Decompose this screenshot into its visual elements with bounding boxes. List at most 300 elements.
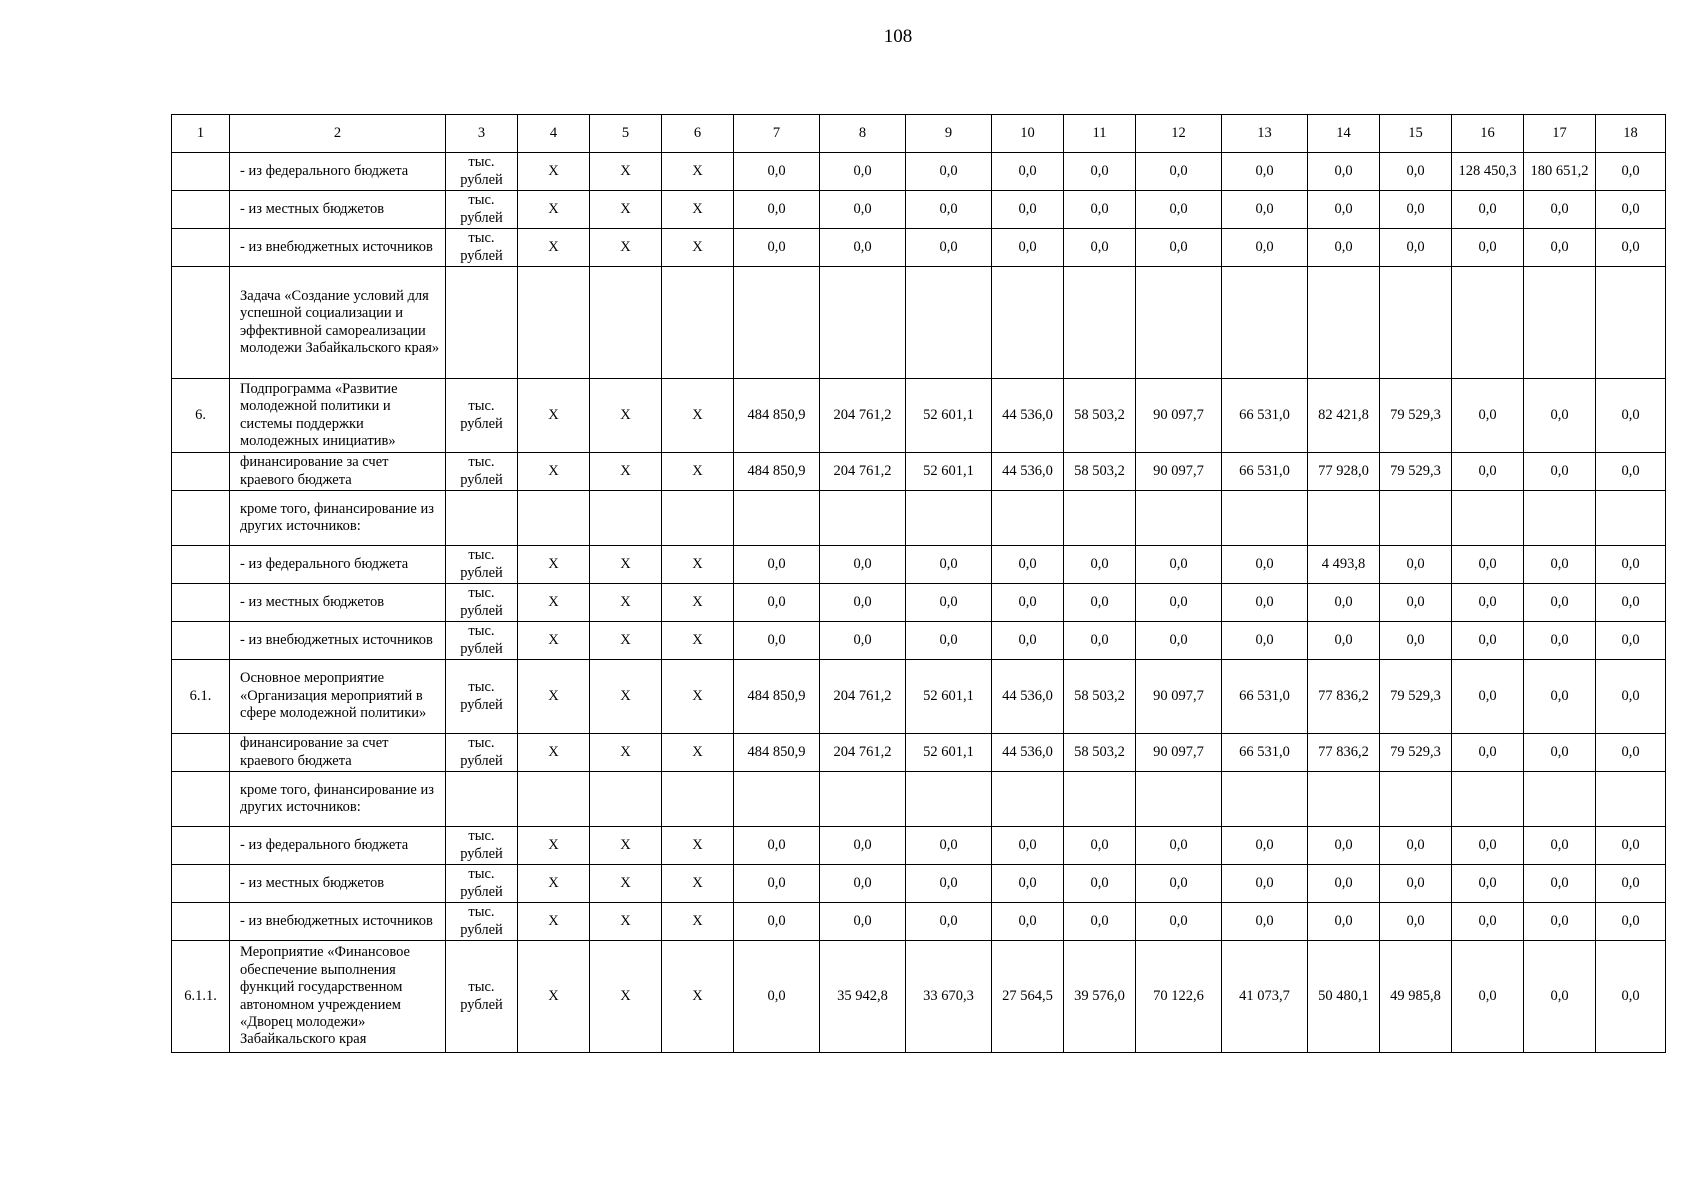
value-cell: X: [518, 191, 590, 229]
value-cell: 0,0: [1452, 827, 1524, 865]
value-cell: 0,0: [1222, 903, 1308, 941]
value-cell: [820, 491, 906, 546]
value-cell: 0,0: [1308, 827, 1380, 865]
value-cell: 180 651,2: [1524, 153, 1596, 191]
value-cell: 0,0: [1136, 191, 1222, 229]
value-cell: 33 670,3: [906, 941, 992, 1053]
value-cell: 0,0: [906, 827, 992, 865]
value-cell: 0,0: [1524, 903, 1596, 941]
row-number-cell: [172, 584, 230, 622]
column-header-10: 10: [992, 115, 1064, 153]
value-cell: 204 761,2: [820, 734, 906, 772]
value-cell: 484 850,9: [734, 453, 820, 491]
value-cell: 0,0: [820, 191, 906, 229]
value-cell: X: [590, 903, 662, 941]
value-cell: 0,0: [992, 622, 1064, 660]
value-cell: 27 564,5: [992, 941, 1064, 1053]
value-cell: X: [662, 453, 734, 491]
value-cell: X: [662, 153, 734, 191]
value-cell: X: [518, 660, 590, 734]
value-cell: 50 480,1: [1308, 941, 1380, 1053]
value-cell: X: [662, 546, 734, 584]
unit-cell: [446, 772, 518, 827]
value-cell: X: [590, 229, 662, 267]
unit-cell: тыс. рублей: [446, 622, 518, 660]
value-cell: 0,0: [992, 191, 1064, 229]
value-cell: 0,0: [1596, 734, 1666, 772]
value-cell: 0,0: [1596, 865, 1666, 903]
value-cell: 58 503,2: [1064, 379, 1136, 453]
value-cell: 0,0: [1064, 546, 1136, 584]
value-cell: 0,0: [1136, 546, 1222, 584]
value-cell: 0,0: [734, 865, 820, 903]
value-cell: 66 531,0: [1222, 734, 1308, 772]
value-cell: [662, 267, 734, 379]
column-header-12: 12: [1136, 115, 1222, 153]
value-cell: 44 536,0: [992, 453, 1064, 491]
value-cell: 90 097,7: [1136, 453, 1222, 491]
value-cell: [590, 772, 662, 827]
value-cell: 79 529,3: [1380, 379, 1452, 453]
value-cell: 0,0: [1452, 191, 1524, 229]
value-cell: X: [662, 379, 734, 453]
row-number-cell: [172, 827, 230, 865]
value-cell: X: [590, 622, 662, 660]
value-cell: [1064, 772, 1136, 827]
value-cell: [734, 267, 820, 379]
value-cell: 0,0: [992, 229, 1064, 267]
value-cell: 0,0: [820, 229, 906, 267]
row-number-cell: [172, 153, 230, 191]
value-cell: 0,0: [1452, 584, 1524, 622]
value-cell: [1222, 267, 1308, 379]
value-cell: 0,0: [1308, 153, 1380, 191]
row-number-cell: 6.1.1.: [172, 941, 230, 1053]
value-cell: [992, 491, 1064, 546]
value-cell: [1136, 491, 1222, 546]
value-cell: 0,0: [1524, 734, 1596, 772]
value-cell: 52 601,1: [906, 660, 992, 734]
value-cell: 204 761,2: [820, 660, 906, 734]
value-cell: 0,0: [906, 191, 992, 229]
value-cell: 44 536,0: [992, 734, 1064, 772]
table-row: [172, 660, 1666, 734]
table-body: [172, 115, 1666, 1053]
unit-cell: [446, 267, 518, 379]
value-cell: 0,0: [1380, 827, 1452, 865]
value-cell: 0,0: [1596, 546, 1666, 584]
value-cell: 0,0: [1222, 546, 1308, 584]
value-cell: [518, 491, 590, 546]
value-cell: 0,0: [1452, 229, 1524, 267]
value-cell: 0,0: [1596, 453, 1666, 491]
value-cell: 52 601,1: [906, 734, 992, 772]
value-cell: X: [662, 903, 734, 941]
value-cell: 0,0: [906, 153, 992, 191]
column-header-15: 15: [1380, 115, 1452, 153]
value-cell: X: [590, 734, 662, 772]
column-header-5: 5: [590, 115, 662, 153]
row-number-cell: [172, 267, 230, 379]
value-cell: 0,0: [1308, 229, 1380, 267]
value-cell: 0,0: [1596, 584, 1666, 622]
value-cell: X: [518, 229, 590, 267]
value-cell: 0,0: [1136, 827, 1222, 865]
unit-cell: тыс. рублей: [446, 153, 518, 191]
value-cell: [1380, 267, 1452, 379]
value-cell: 52 601,1: [906, 379, 992, 453]
table-row: [172, 379, 1666, 453]
value-cell: 0,0: [906, 546, 992, 584]
value-cell: X: [590, 191, 662, 229]
value-cell: 0,0: [1524, 453, 1596, 491]
value-cell: [1222, 772, 1308, 827]
row-name-cell: финансирование за счет краевого бюджета: [230, 734, 446, 772]
value-cell: X: [662, 734, 734, 772]
column-header-13: 13: [1222, 115, 1308, 153]
unit-cell: тыс. рублей: [446, 941, 518, 1053]
value-cell: 0,0: [1064, 622, 1136, 660]
unit-cell: тыс. рублей: [446, 584, 518, 622]
value-cell: [518, 267, 590, 379]
value-cell: 0,0: [1452, 865, 1524, 903]
value-cell: X: [662, 229, 734, 267]
unit-cell: тыс. рублей: [446, 453, 518, 491]
value-cell: 0,0: [734, 546, 820, 584]
value-cell: X: [590, 453, 662, 491]
table-row: [172, 546, 1666, 584]
value-cell: 44 536,0: [992, 379, 1064, 453]
value-cell: [820, 267, 906, 379]
value-cell: 0,0: [1524, 827, 1596, 865]
table-row: [172, 865, 1666, 903]
value-cell: 41 073,7: [1222, 941, 1308, 1053]
table-row: [172, 734, 1666, 772]
value-cell: [662, 491, 734, 546]
row-name-cell: Задача «Создание условий для успешной социализации и эффективной самореализации молодежи Забайкальского края»: [230, 267, 446, 379]
value-cell: 66 531,0: [1222, 379, 1308, 453]
row-number-cell: 6.1.: [172, 660, 230, 734]
row-name-cell: - из федерального бюджета: [230, 827, 446, 865]
row-name-cell: - из внебюджетных источников: [230, 903, 446, 941]
value-cell: X: [662, 584, 734, 622]
value-cell: 0,0: [1524, 229, 1596, 267]
value-cell: 0,0: [1596, 153, 1666, 191]
value-cell: 0,0: [1524, 622, 1596, 660]
value-cell: X: [518, 622, 590, 660]
value-cell: 0,0: [1136, 865, 1222, 903]
table-row: [172, 903, 1666, 941]
value-cell: 0,0: [820, 827, 906, 865]
value-cell: [906, 267, 992, 379]
value-cell: X: [590, 660, 662, 734]
table-row: [172, 191, 1666, 229]
value-cell: 484 850,9: [734, 379, 820, 453]
value-cell: 0,0: [1064, 827, 1136, 865]
value-cell: 0,0: [1596, 660, 1666, 734]
value-cell: 0,0: [734, 191, 820, 229]
value-cell: X: [590, 546, 662, 584]
value-cell: 82 421,8: [1308, 379, 1380, 453]
unit-cell: тыс. рублей: [446, 903, 518, 941]
value-cell: 58 503,2: [1064, 453, 1136, 491]
value-cell: 0,0: [1452, 546, 1524, 584]
page-number: 108: [883, 26, 913, 47]
row-name-cell: - из внебюджетных источников: [230, 622, 446, 660]
value-cell: 0,0: [734, 827, 820, 865]
value-cell: X: [662, 827, 734, 865]
value-cell: X: [590, 865, 662, 903]
value-cell: 0,0: [1064, 153, 1136, 191]
value-cell: 0,0: [1596, 229, 1666, 267]
row-number-cell: [172, 772, 230, 827]
value-cell: X: [590, 827, 662, 865]
value-cell: 0,0: [1222, 827, 1308, 865]
value-cell: [1136, 772, 1222, 827]
row-number-cell: 6.: [172, 379, 230, 453]
value-cell: [820, 772, 906, 827]
unit-cell: тыс. рублей: [446, 379, 518, 453]
value-cell: X: [662, 660, 734, 734]
value-cell: 0,0: [992, 153, 1064, 191]
value-cell: [992, 772, 1064, 827]
column-header-14: 14: [1308, 115, 1380, 153]
unit-cell: тыс. рублей: [446, 734, 518, 772]
value-cell: 90 097,7: [1136, 660, 1222, 734]
unit-cell: тыс. рублей: [446, 865, 518, 903]
value-cell: 0,0: [1452, 660, 1524, 734]
value-cell: 0,0: [1452, 453, 1524, 491]
value-cell: 79 529,3: [1380, 453, 1452, 491]
value-cell: 0,0: [734, 153, 820, 191]
value-cell: 0,0: [1308, 865, 1380, 903]
value-cell: 44 536,0: [992, 660, 1064, 734]
value-cell: 0,0: [1524, 584, 1596, 622]
value-cell: [906, 491, 992, 546]
value-cell: 66 531,0: [1222, 453, 1308, 491]
value-cell: 0,0: [906, 622, 992, 660]
value-cell: 0,0: [1064, 191, 1136, 229]
value-cell: 0,0: [1452, 379, 1524, 453]
unit-cell: тыс. рублей: [446, 546, 518, 584]
value-cell: 0,0: [1596, 379, 1666, 453]
row-name-cell: финансирование за счет краевого бюджета: [230, 453, 446, 491]
value-cell: 0,0: [1064, 229, 1136, 267]
value-cell: 0,0: [1524, 865, 1596, 903]
value-cell: [1064, 267, 1136, 379]
value-cell: 0,0: [820, 584, 906, 622]
value-cell: 0,0: [992, 865, 1064, 903]
value-cell: [1064, 491, 1136, 546]
value-cell: 0,0: [1064, 584, 1136, 622]
value-cell: 39 576,0: [1064, 941, 1136, 1053]
value-cell: 0,0: [906, 865, 992, 903]
row-name-cell: - из местных бюджетов: [230, 584, 446, 622]
value-cell: 128 450,3: [1452, 153, 1524, 191]
column-header-7: 7: [734, 115, 820, 153]
value-cell: 0,0: [1596, 941, 1666, 1053]
column-header-row: [172, 115, 1666, 153]
value-cell: [992, 267, 1064, 379]
value-cell: 0,0: [1596, 191, 1666, 229]
value-cell: 0,0: [1452, 903, 1524, 941]
row-name-cell: - из местных бюджетов: [230, 191, 446, 229]
value-cell: [1380, 491, 1452, 546]
value-cell: 0,0: [734, 941, 820, 1053]
value-cell: 0,0: [820, 153, 906, 191]
value-cell: X: [518, 546, 590, 584]
value-cell: 0,0: [1136, 903, 1222, 941]
value-cell: 0,0: [1524, 941, 1596, 1053]
value-cell: X: [518, 827, 590, 865]
table-row: [172, 622, 1666, 660]
value-cell: 0,0: [1136, 153, 1222, 191]
table-row: [172, 453, 1666, 491]
column-header-17: 17: [1524, 115, 1596, 153]
value-cell: 0,0: [906, 229, 992, 267]
value-cell: X: [590, 153, 662, 191]
unit-cell: [446, 491, 518, 546]
value-cell: [734, 491, 820, 546]
table-row: [172, 267, 1666, 379]
value-cell: 0,0: [992, 546, 1064, 584]
column-header-8: 8: [820, 115, 906, 153]
value-cell: [906, 772, 992, 827]
table-row: [172, 491, 1666, 546]
value-cell: [1452, 772, 1524, 827]
value-cell: 0,0: [1308, 622, 1380, 660]
value-cell: [1452, 491, 1524, 546]
value-cell: 0,0: [1064, 865, 1136, 903]
value-cell: [1380, 772, 1452, 827]
value-cell: [1308, 491, 1380, 546]
budget-table: [171, 114, 1666, 1053]
value-cell: [1524, 772, 1596, 827]
value-cell: 77 836,2: [1308, 734, 1380, 772]
value-cell: X: [662, 865, 734, 903]
value-cell: 0,0: [1596, 827, 1666, 865]
value-cell: [590, 267, 662, 379]
value-cell: 0,0: [1524, 191, 1596, 229]
value-cell: 90 097,7: [1136, 379, 1222, 453]
row-number-cell: [172, 734, 230, 772]
value-cell: 0,0: [1136, 622, 1222, 660]
value-cell: 0,0: [1452, 941, 1524, 1053]
value-cell: 77 928,0: [1308, 453, 1380, 491]
table-row: [172, 827, 1666, 865]
value-cell: 0,0: [1524, 379, 1596, 453]
value-cell: X: [518, 153, 590, 191]
unit-cell: тыс. рублей: [446, 191, 518, 229]
row-number-cell: [172, 191, 230, 229]
value-cell: X: [518, 865, 590, 903]
value-cell: X: [518, 584, 590, 622]
value-cell: [1222, 491, 1308, 546]
value-cell: 0,0: [1136, 229, 1222, 267]
value-cell: 0,0: [734, 584, 820, 622]
unit-cell: тыс. рублей: [446, 827, 518, 865]
row-name-cell: Подпрограмма «Развитие молодежной политики и системы поддержки молодежных инициатив»: [230, 379, 446, 453]
value-cell: 204 761,2: [820, 379, 906, 453]
value-cell: [662, 772, 734, 827]
value-cell: 0,0: [734, 622, 820, 660]
value-cell: 0,0: [734, 229, 820, 267]
value-cell: 0,0: [1222, 584, 1308, 622]
value-cell: 0,0: [1064, 903, 1136, 941]
row-number-cell: [172, 229, 230, 267]
value-cell: 0,0: [1596, 903, 1666, 941]
column-header-4: 4: [518, 115, 590, 153]
value-cell: 484 850,9: [734, 660, 820, 734]
value-cell: [518, 772, 590, 827]
value-cell: 0,0: [1380, 229, 1452, 267]
table-row: [172, 584, 1666, 622]
value-cell: 58 503,2: [1064, 734, 1136, 772]
column-header-11: 11: [1064, 115, 1136, 153]
value-cell: X: [518, 379, 590, 453]
column-header-18: 18: [1596, 115, 1666, 153]
value-cell: 79 529,3: [1380, 660, 1452, 734]
value-cell: 0,0: [1380, 153, 1452, 191]
row-number-cell: [172, 491, 230, 546]
value-cell: 0,0: [992, 584, 1064, 622]
row-name-cell: - из федерального бюджета: [230, 546, 446, 584]
value-cell: 0,0: [1524, 546, 1596, 584]
value-cell: 0,0: [1380, 903, 1452, 941]
value-cell: [1452, 267, 1524, 379]
value-cell: 35 942,8: [820, 941, 906, 1053]
value-cell: [1596, 491, 1666, 546]
row-name-cell: кроме того, финансирование из других источников:: [230, 772, 446, 827]
column-header-6: 6: [662, 115, 734, 153]
value-cell: [1524, 491, 1596, 546]
value-cell: [590, 491, 662, 546]
column-header-9: 9: [906, 115, 992, 153]
value-cell: [1308, 267, 1380, 379]
value-cell: X: [662, 191, 734, 229]
row-name-cell: - из местных бюджетов: [230, 865, 446, 903]
value-cell: 0,0: [1136, 584, 1222, 622]
value-cell: 0,0: [992, 903, 1064, 941]
value-cell: 90 097,7: [1136, 734, 1222, 772]
value-cell: X: [662, 622, 734, 660]
value-cell: 0,0: [906, 584, 992, 622]
row-number-cell: [172, 865, 230, 903]
unit-cell: тыс. рублей: [446, 229, 518, 267]
table-row: [172, 229, 1666, 267]
row-name-cell: - из федерального бюджета: [230, 153, 446, 191]
row-number-cell: [172, 546, 230, 584]
row-name-cell: - из внебюджетных источников: [230, 229, 446, 267]
value-cell: [1136, 267, 1222, 379]
row-number-cell: [172, 622, 230, 660]
value-cell: [1596, 267, 1666, 379]
value-cell: 0,0: [1222, 229, 1308, 267]
value-cell: [1308, 772, 1380, 827]
table-row: [172, 153, 1666, 191]
value-cell: X: [518, 734, 590, 772]
row-name-cell: Мероприятие «Финансовое обеспечение выполнения функций государственном автономном учреждением «Дворец молодежи» Забайкальского края: [230, 941, 446, 1053]
value-cell: 204 761,2: [820, 453, 906, 491]
value-cell: 0,0: [734, 903, 820, 941]
value-cell: 4 493,8: [1308, 546, 1380, 584]
row-number-cell: [172, 903, 230, 941]
row-name-cell: Основное мероприятие «Организация мероприятий в сфере молодежной политики»: [230, 660, 446, 734]
row-number-cell: [172, 453, 230, 491]
table-row: [172, 772, 1666, 827]
value-cell: 58 503,2: [1064, 660, 1136, 734]
value-cell: 0,0: [1308, 584, 1380, 622]
